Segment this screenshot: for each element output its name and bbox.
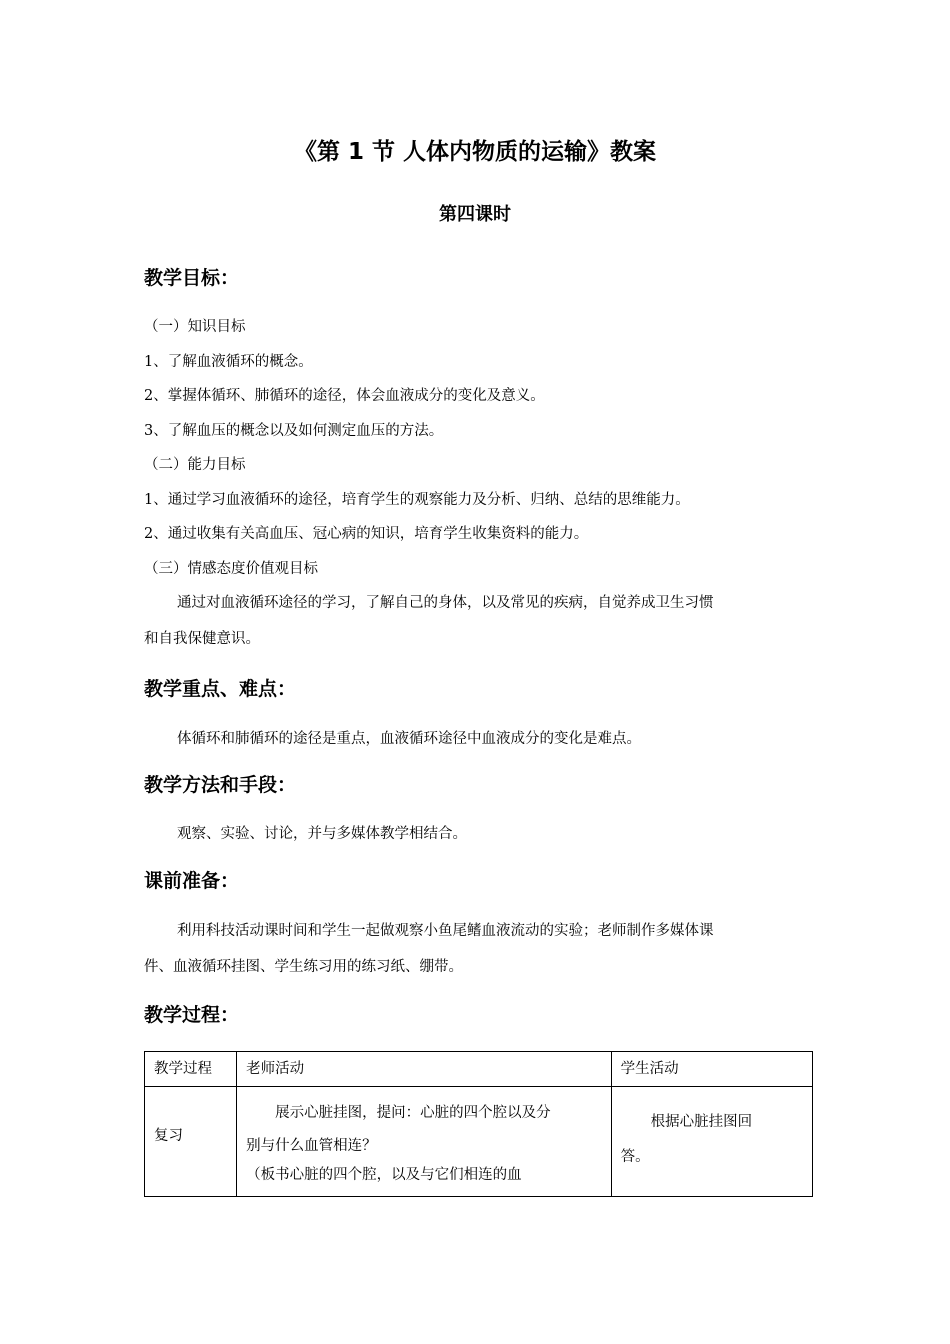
header-student-label: 学生活动 bbox=[620, 1061, 679, 1077]
ability-item-1: 1、通过学习血液循环的途径，培育学生的观察能力及分析、归纳、总结的思维能力。 bbox=[144, 492, 690, 508]
emotion-paragraph-line-1: 通过对血液循环途径的学习，了解自己的身体，以及常见的疾病，自觉养成卫生习惯 bbox=[177, 595, 714, 611]
knowledge-item-3: 3、了解血压的概念以及如何测定血压的方法。 bbox=[144, 423, 444, 439]
student-activity-line-1: 根据心脏挂图回 bbox=[650, 1114, 753, 1130]
table-header-row bbox=[145, 1052, 813, 1087]
header-cell-student bbox=[611, 1052, 812, 1087]
header-stage-label: 教学过程 bbox=[154, 1061, 212, 1077]
objectives-heading: 教学目标： bbox=[144, 267, 240, 289]
teacher-activity-line-2: 别与什么血管相连？ bbox=[246, 1138, 377, 1154]
key-points-heading: 教学重点、难点： bbox=[144, 678, 297, 700]
header-cell-stage bbox=[145, 1052, 237, 1087]
student-activity-line-2: 答。 bbox=[620, 1149, 650, 1165]
stage-review-text: 复习 bbox=[154, 1128, 183, 1144]
knowledge-item-2: 2、掌握体循环、肺循环的途径，体会血液成分的变化及意义。 bbox=[144, 388, 545, 404]
student-activity-cell bbox=[611, 1087, 812, 1197]
ability-item-2: 2、通过收集有关高血压、冠心病的知识，培育学生收集资料的能力。 bbox=[144, 526, 589, 542]
methods-text: 观察、实验、讨论，并与多媒体教学相结合。 bbox=[177, 826, 467, 842]
methods-heading: 教学方法和手段： bbox=[144, 774, 297, 796]
stage-cell bbox=[145, 1087, 237, 1197]
teacher-activity-cell bbox=[237, 1087, 612, 1197]
emotion-paragraph-line-2: 和自我保健意识。 bbox=[144, 631, 260, 647]
header-cell-teacher bbox=[237, 1052, 612, 1087]
emotion-objectives-label: （三）情感态度价值观目标 bbox=[144, 561, 318, 577]
preparation-line-1: 利用科技活动课时间和学生一起做观察小鱼尾鳍血液流动的实验；老师制作多媒体课 bbox=[177, 923, 714, 939]
teacher-activity-line-1: 展示心脏挂图，提问：心脏的四个腔以及分 bbox=[275, 1105, 551, 1121]
document-title: 《第 1 节 人体内物质的运输》教案 bbox=[293, 139, 657, 165]
teacher-activity-line-3: （板书心脏的四个腔，以及与它们相连的血 bbox=[246, 1167, 522, 1183]
ability-objectives-label: （二）能力目标 bbox=[144, 457, 246, 473]
preparation-line-2: 件、血液循环挂图、学生练习用的练习纸、绷带。 bbox=[144, 959, 463, 975]
preparation-heading: 课前准备： bbox=[144, 870, 240, 892]
header-teacher-label: 老师活动 bbox=[246, 1061, 305, 1077]
process-heading: 教学过程： bbox=[144, 1004, 240, 1026]
table-row bbox=[145, 1087, 813, 1197]
document-subtitle: 第四课时 bbox=[439, 204, 511, 225]
key-points-text: 体循环和肺循环的途径是重点，血液循环途径中血液成分的变化是难点。 bbox=[177, 731, 641, 747]
knowledge-item-1: 1、了解血液循环的概念。 bbox=[144, 354, 313, 370]
teaching-process-table bbox=[144, 1051, 813, 1197]
knowledge-objectives-label: （一）知识目标 bbox=[144, 319, 246, 335]
